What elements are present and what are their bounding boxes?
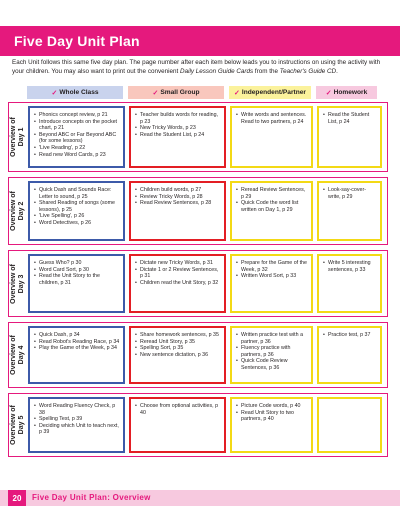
activity-list [323, 112, 377, 125]
activity-item: • Fluency practice with partners, p 36 [236, 345, 308, 358]
activity-item: • Reread Review Sentences, p 29 [236, 187, 308, 200]
activity-item: • Word Detectives, p 26 [34, 220, 120, 227]
plan-cell-home [317, 254, 382, 313]
column-header-label: Independent/Partner [241, 89, 306, 96]
activity-item: • Read new Word Cards, p 23 [34, 152, 120, 159]
activity-item: • Read Review Sentences, p 28 [135, 200, 221, 207]
page-number: 20 [8, 490, 26, 506]
activity-item: • Read Unit Story to two partners, p 40 [236, 410, 308, 423]
activity-list [34, 112, 120, 158]
plan-cell-indep [230, 326, 313, 384]
activity-list [323, 332, 377, 339]
plan-cell-small [129, 106, 226, 168]
day-label-bottom: Day 2 [18, 201, 25, 221]
activity-item: • Play the Game of the Week, p 34 [34, 345, 120, 352]
intro-guide-cd: Teacher's Guide CD [279, 67, 337, 75]
activity-item: • Reread Unit Story, p 35 [135, 339, 221, 346]
activity-item: • Quick Dash and Sounds Race: Letter to sound, p 25 [34, 187, 120, 200]
activity-list [323, 187, 377, 200]
activity-item: • Guess Who? p 30 [34, 260, 120, 267]
activity-item: • Teacher builds words for reading, p 23 [135, 112, 221, 125]
column-header-label: Whole Class [59, 89, 99, 96]
activity-item: • Read the Student List, p 24 [135, 132, 221, 139]
day-label [9, 103, 27, 171]
activity-item: • Write 5 interesting sentences, p 33 [323, 260, 377, 273]
activity-item: • New Tricky Words, p 23 [135, 125, 221, 132]
activity-item: • Picture Code words, p 40 [236, 403, 308, 410]
activity-item: • Phonics concept review, p 21 [34, 112, 120, 119]
activity-item: • New sentence dictation, p 36 [135, 352, 221, 359]
column-header-label: Small Group [160, 89, 200, 96]
plan-cell-whole [28, 254, 125, 313]
check-icon: ✓ [234, 89, 240, 97]
day-label [9, 394, 27, 456]
day-label-text [10, 191, 26, 231]
activity-item: • Read the Student List, p 24 [323, 112, 377, 125]
plan-cell-small [129, 181, 226, 241]
activity-item: • Beyond ABC or Far Beyond ABC (for some lessons) [34, 132, 120, 145]
activity-list [236, 112, 308, 125]
plan-cell-whole [28, 326, 125, 384]
activity-item: • Look-say-cover-write, p 29 [323, 187, 377, 200]
activity-item: • Word Card Sort, p 30 [34, 267, 120, 274]
activity-item: • Quick Code the word list written on Day 1, p 29 [236, 200, 308, 213]
check-icon: ✓ [325, 89, 332, 97]
column-header-label: Homework [333, 89, 368, 96]
plan-cell-small [129, 326, 226, 384]
activity-item: • Children build words, p 27 [135, 187, 221, 194]
activity-list [323, 260, 377, 273]
intro-text-3: . [336, 67, 338, 75]
activity-item: • Prepare for the Game of the Week, p 32 [236, 260, 308, 273]
activity-item: • Written practice test with a partner, p 36 [236, 332, 308, 345]
activity-list [236, 332, 308, 372]
activity-item: • Spelling Test, p 39 [34, 416, 120, 423]
activity-list [135, 112, 221, 138]
plan-cell-whole [28, 106, 125, 168]
plan-cell-home [317, 106, 382, 168]
activity-item: • Written Word Sort, p 33 [236, 273, 308, 280]
day-label-bottom: Day 1 [18, 127, 25, 147]
activity-list [34, 403, 120, 436]
day-label-top: Overview of [10, 335, 17, 375]
plan-cell-home [317, 181, 382, 241]
plan-cell-indep [230, 254, 313, 313]
activity-item: • Shared Reading of songs (some lessons), p 25 [34, 200, 120, 213]
title-bar [0, 26, 400, 56]
check-icon: ✓ [51, 89, 58, 97]
activity-item: • Share homework sentences, p 35 [135, 332, 221, 339]
plan-cell-indep [230, 181, 313, 241]
column-header-homework [316, 86, 377, 99]
plan-cell-small [129, 254, 226, 313]
column-header-whole-class [27, 86, 123, 99]
activity-list [34, 260, 120, 286]
intro-paragraph [12, 59, 390, 76]
activity-item: • Dictate new Tricky Words, p 31 [135, 260, 221, 267]
column-header-small-group [128, 86, 224, 99]
day-band [8, 250, 388, 317]
activity-item: • Review Tricky Words, p 28 [135, 194, 221, 201]
activity-list [236, 260, 308, 280]
day-label-bottom: Day 5 [18, 415, 25, 435]
day-label-top: Overview of [10, 405, 17, 445]
day-label-top: Overview of [10, 117, 17, 157]
activity-item: • 'Live Reading', p 22 [34, 145, 120, 152]
column-header-independent-partner [229, 86, 311, 99]
plan-cell-indep [230, 397, 313, 453]
activity-item: • Read the Unit Story to the children, p 31 [34, 273, 120, 286]
plan-cell-whole [28, 181, 125, 241]
activity-list [135, 403, 221, 416]
activity-list [34, 187, 120, 227]
day-label-bottom: Day 3 [18, 274, 25, 293]
activity-item: • Write words and sentences. Read to two partners, p 24 [236, 112, 308, 125]
day-band [8, 177, 388, 245]
day-label [9, 323, 27, 387]
activity-item: • Dictate 1 or 2 Review Sentences, p 31 [135, 267, 221, 280]
activity-item: • Deciding which Unit to teach next, p 39 [34, 423, 120, 436]
activity-item: • Word Reading Fluency Check, p 38 [34, 403, 120, 416]
day-band [8, 322, 388, 388]
plan-cell-small [129, 397, 226, 453]
intro-text-2: from the [253, 67, 280, 75]
day-label-text [10, 264, 26, 304]
day-label-bottom: Day 4 [18, 345, 25, 365]
activity-list [135, 187, 221, 207]
day-band [8, 393, 388, 457]
activity-list [236, 403, 308, 423]
day-label-top: Overview of [10, 263, 17, 304]
day-label-top: Overview of [10, 191, 17, 231]
intro-guide-cards: Daily Lesson Guide Cards [180, 67, 254, 75]
activity-item: • Introduce concepts on the pocket chart, p 21 [34, 119, 120, 132]
activity-item: • Quick Dash, p 34 [34, 332, 120, 339]
activity-list [135, 332, 221, 358]
plan-cell-home [317, 397, 382, 453]
activity-item: • Children read the Unit Story, p 32 [135, 280, 221, 287]
plan-cell-indep [230, 106, 313, 168]
footer-title: Five Day Unit Plan: Overview [32, 493, 151, 502]
activity-item: • Quick Code Review Sentences, p 36 [236, 358, 308, 371]
day-label-text [10, 117, 26, 157]
day-band [8, 102, 388, 172]
activity-list [135, 260, 221, 286]
activity-item: • Spelling Sort, p 35 [135, 345, 221, 352]
check-icon: ✓ [152, 89, 159, 97]
day-label [9, 251, 27, 316]
activity-list [236, 187, 308, 213]
day-label [9, 178, 27, 244]
plan-cell-whole [28, 397, 125, 453]
activity-list [34, 332, 120, 352]
page-title: Five Day Unit Plan [14, 33, 140, 49]
activity-item: • Choose from optional activities, p 40 [135, 403, 221, 416]
activity-item: • Practice test, p 37 [323, 332, 377, 339]
day-label-text [10, 405, 26, 445]
day-label-text [10, 335, 26, 375]
plan-cell-home [317, 326, 382, 384]
activity-item: • 'Live Spelling', p 26 [34, 213, 120, 220]
intro-text-1: Each Unit follows this same five day plan. The page number after each item below leads you to instructions on using the activity with your children. You may also want to print out the convenient [12, 59, 381, 75]
activity-item: • Read Robot's Reading Race, p 34 [34, 339, 120, 346]
